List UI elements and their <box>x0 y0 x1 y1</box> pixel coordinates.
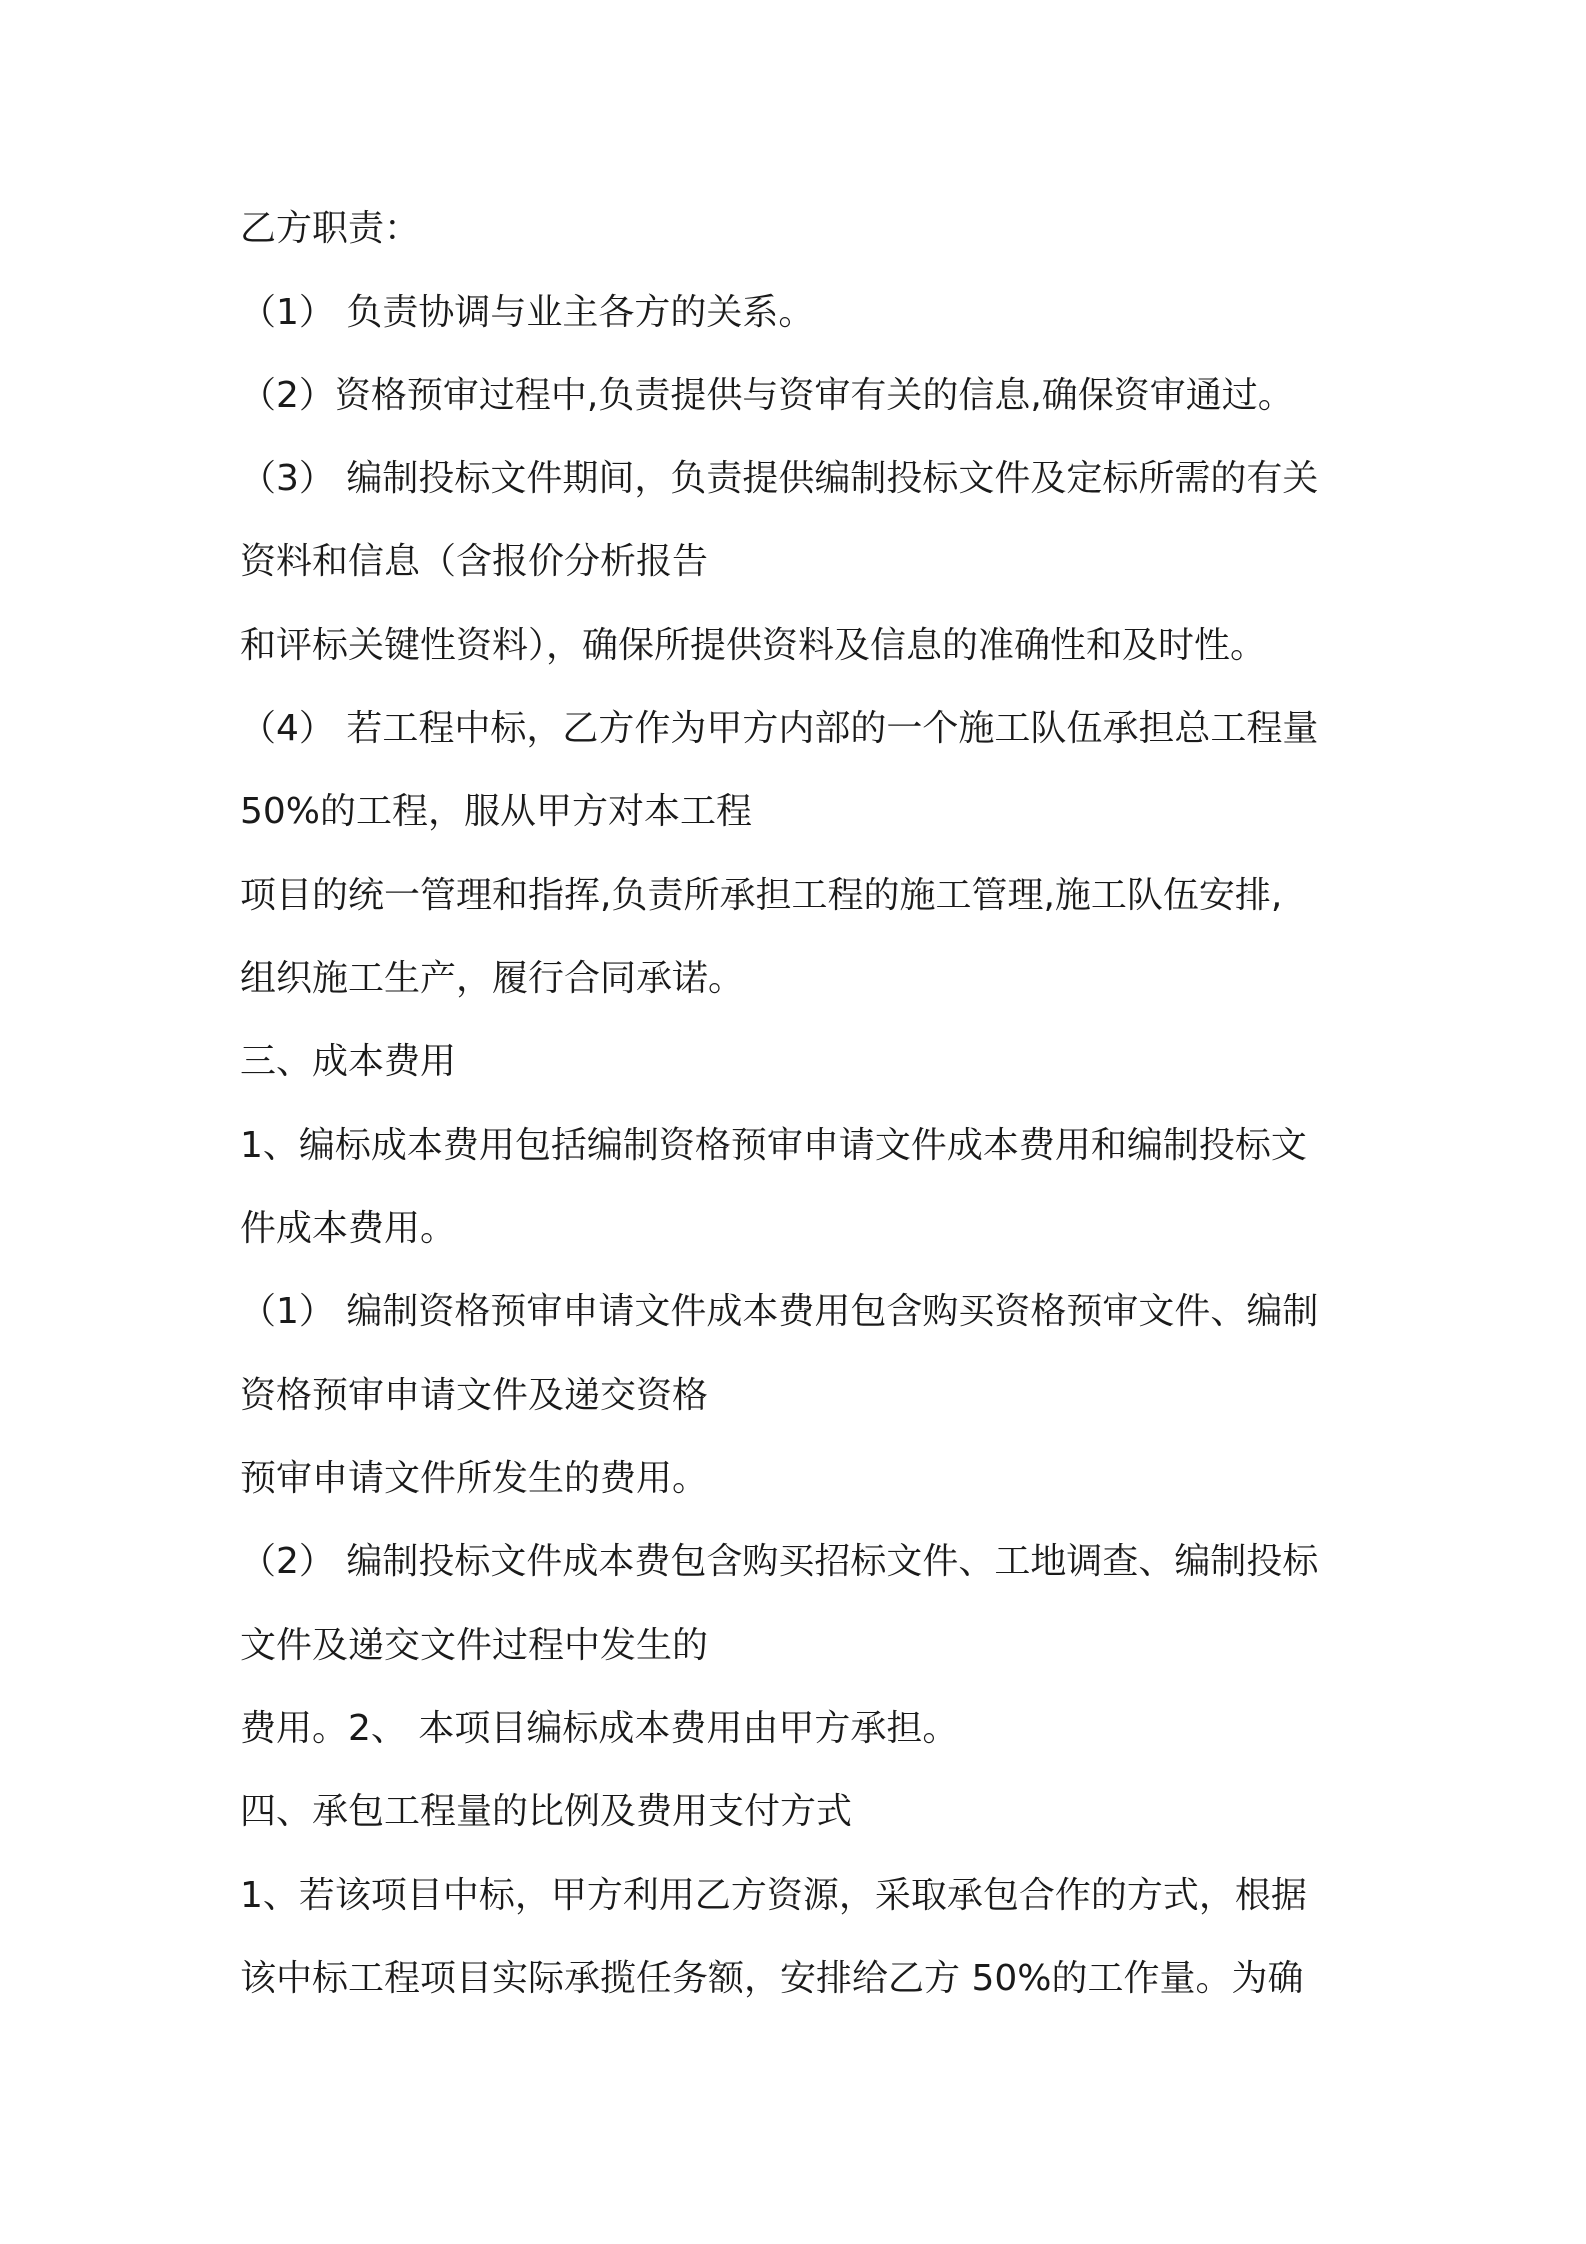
paragraph-line: 1、若该项目中标，甲方利用乙方资源，采取承包合作的方式，根据 <box>240 1875 1307 1916</box>
paragraph-line: 和评标关键性资料），确保所提供资料及信息的准确性和及时性。 <box>240 625 1267 666</box>
paragraph-line: 预审申请文件所发生的费用。 <box>240 1458 709 1499</box>
paragraph-line: （4） 若工程中标，乙方作为甲方内部的一个施工队伍承担总工程量 <box>240 708 1319 749</box>
section-heading-contract-ratio: 四、承包工程量的比例及费用支付方式 <box>240 1791 853 1832</box>
paragraph-line: 组织施工生产，履行合同承诺。 <box>240 958 745 999</box>
paragraph-line: （1） 编制资格预审申请文件成本费用包含购买资格预审文件、编制 <box>240 1291 1319 1332</box>
paragraph-line: 50%的工程，服从甲方对本工程 <box>240 791 753 832</box>
paragraph-line: 件成本费用。 <box>240 1208 457 1249</box>
section-heading-cost: 三、成本费用 <box>240 1041 457 1082</box>
paragraph-line: 项目的统一管理和指挥,负责所承担工程的施工管理,施工队伍安排, <box>240 875 1283 916</box>
paragraph-line: （2） 编制投标文件成本费包含购买招标文件、工地调查、编制投标 <box>240 1541 1319 1582</box>
paragraph-line: （3） 编制投标文件期间，负责提供编制投标文件及定标所需的有关 <box>240 458 1319 499</box>
paragraph-line: 资格预审申请文件及递交资格 <box>240 1375 709 1416</box>
paragraph-line: 该中标工程项目实际承揽任务额，安排给乙方 50%的工作量。为确 <box>240 1958 1304 1999</box>
paragraph-line: 1、编标成本费用包括编制资格预审申请文件成本费用和编制投标文 <box>240 1125 1307 1166</box>
paragraph-line: （2）资格预审过程中,负责提供与资审有关的信息,确保资审通过。 <box>240 375 1294 416</box>
paragraph-line: 费用。2、 本项目编标成本费用由甲方承担。 <box>240 1708 959 1749</box>
paragraph-line: 文件及递交文件过程中发生的 <box>240 1625 709 1666</box>
section-heading-yifang-duties: 乙方职责： <box>240 208 421 249</box>
paragraph-line: 资料和信息（含报价分析报告 <box>240 541 709 582</box>
paragraph-line: （1） 负责协调与业主各方的关系。 <box>240 292 815 333</box>
